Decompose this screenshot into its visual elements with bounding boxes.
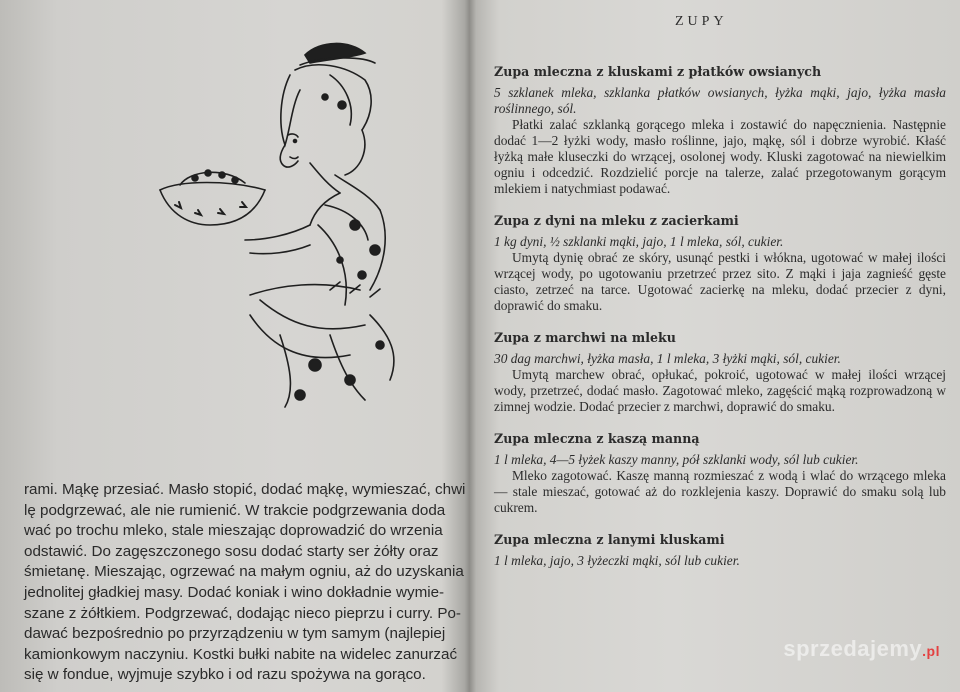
- recipe-ingredients: 1 l mleka, 4—5 łyżek kaszy manny, pół szklanki wody, sól lub cukier.: [494, 452, 859, 467]
- left-page-text: [24, 480, 468, 686]
- site-watermark: [783, 636, 940, 662]
- text-line: odstawić. Do zagęszczonego sosu dodać starty ser żółty oraz: [24, 542, 439, 560]
- text-line: szane z żółtkiem. Podgrzewać, dodając nieco pieprzu i curry. Po-: [24, 604, 461, 622]
- woman-serving-soup-illustration: [150, 35, 450, 415]
- text-line: wać po trochu mleko, stale mieszając doprowadzić do wrzenia: [24, 522, 443, 540]
- watermark-suffix: .pl: [922, 643, 940, 659]
- recipe-title: Zupa mleczna z kaszą manną: [494, 431, 700, 446]
- recipe: [494, 213, 946, 314]
- running-head: ZUPY: [675, 14, 728, 29]
- recipe-list: [494, 64, 946, 585]
- recipe-method: Mleko zagotować. Kaszę manną rozmieszać z wodą i wlać do wrzącego mleka — stale mieszać, gotować aż do rozklejenia kaszy. Doprawić do smaku solą lub cukrem.: [494, 468, 946, 515]
- recipe: [494, 532, 946, 569]
- text-line: dawać bezpośrednio po przyrządzeniu w tym samym (najlepiej: [24, 625, 446, 643]
- recipe: [494, 330, 946, 415]
- right-page: [470, 0, 960, 692]
- watermark-text: sprzedajemy: [783, 636, 923, 661]
- text-line: śmietanę. Mieszając, ogrzewać na małym ogniu, aż do uzyskania: [24, 563, 464, 581]
- left-page: [0, 0, 468, 692]
- text-line: lę podgrzewać, ale nie rumienić. W trakcie podgrzewania doda: [24, 501, 446, 519]
- recipe-ingredients: 1 kg dyni, ½ szklanki mąki, jajo, 1 l mleka, sól, cukier.: [494, 234, 784, 249]
- text-line: jednolitej gładkiej masy. Dodać koniak i wino dokładnie wymie-: [24, 583, 445, 601]
- text-line: kamionkowym naczyniu. Kostki bułki nabite na widelec zanurzać: [24, 645, 458, 663]
- recipe-ingredients: 5 szklanek mleka, szklanka płatków owsianych, łyżka mąki, jajo, łyżka masła roślinnego, sól.: [494, 85, 946, 116]
- text-line: rami. Mąkę przesiać. Masło stopić, dodać mąkę, wymieszać, chwi: [24, 481, 466, 498]
- recipe-method: Umytą marchew obrać, opłukać, pokroić, ugotować w małej ilości wrzącej wody, przetrzeć, dodać masło. Zagotować mleko, zagęścić mąką rozprowadzoną w zimnej wodzie. Dodać przecier z marchwi, doprawić do smaku.: [494, 367, 946, 414]
- recipe: [494, 64, 946, 197]
- recipe-ingredients: 1 l mleka, jajo, 3 łyżeczki mąki, sól lub cukier.: [494, 553, 740, 568]
- recipe-title: Zupa mleczna z kluskami z płatków owsianych: [494, 64, 822, 79]
- text-line: się w fondue, wyjmuje szybko i od razu spożywa na gorąco.: [24, 666, 426, 684]
- recipe-title: Zupa mleczna z lanymi kluskami: [494, 532, 725, 547]
- recipe-method: Umytą dynię obrać ze skóry, usunąć pestki i włókna, ugotować w małej ilości wrzącej wody, po ugotowaniu przetrzeć przez sito. Z mąki i jaja zagnieść gęste ciasto, zetrzeć na tarce. Ugotować zacierkę na mleku, dodać przecier z dyni, doprawić do smaku.: [494, 250, 946, 313]
- recipe: [494, 431, 946, 516]
- recipe-method: Płatki zalać szklanką gorącego mleka i zostawić do napęcznienia. Następnie dodać 1—2 łyżki wody, masło roślinne, jajo, mąkę, sól i dobrze wyrobić. Kłaść łyżką małe kluseczki do wrzącej, osolonej wody. Kluski zagotować na niewielkim ogniu i odcedzić. Rozdzielić porcje na talerze, zalać przegotowanym gorącym mlekiem i natychmiast podawać.: [494, 117, 946, 196]
- recipe-title: Zupa z dyni na mleku z zacierkami: [494, 213, 739, 228]
- recipe-title: Zupa z marchwi na mleku: [494, 330, 676, 345]
- recipe-ingredients: 30 dag marchwi, łyżka masła, 1 l mleka, 3 łyżki mąki, sól, cukier.: [494, 351, 841, 366]
